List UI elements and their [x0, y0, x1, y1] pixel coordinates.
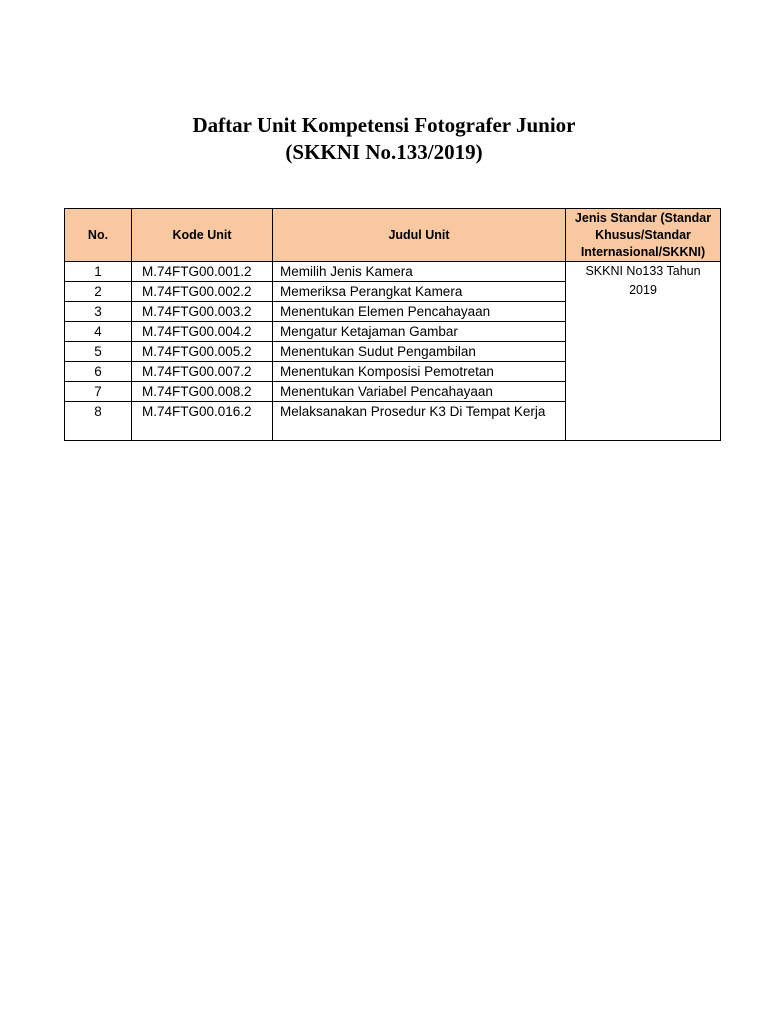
row-no: 2 — [65, 282, 132, 302]
header-jenis-standar: Jenis Standar (Standar Khusus/Standar Internasional/SKKNI) — [566, 209, 721, 262]
header-no: No. — [65, 209, 132, 262]
row-kode: M.74FTG00.005.2 — [132, 342, 273, 362]
row-kode: M.74FTG00.004.2 — [132, 322, 273, 342]
row-kode: M.74FTG00.007.2 — [132, 362, 273, 382]
row-kode: M.74FTG00.008.2 — [132, 382, 273, 402]
row-judul: Menentukan Elemen Pencahayaan — [273, 302, 566, 322]
row-judul: Mengatur Ketajaman Gambar — [273, 322, 566, 342]
row-kode: M.74FTG00.001.2 — [132, 262, 273, 282]
row-judul: Menentukan Komposisi Pemotretan — [273, 362, 566, 382]
header-judul-unit: Judul Unit — [273, 209, 566, 262]
row-kode: M.74FTG00.002.2 — [132, 282, 273, 302]
row-judul: Menentukan Variabel Pencahayaan — [273, 382, 566, 402]
page-title — [0, 112, 768, 166]
table-row — [65, 262, 721, 282]
competency-units-table — [64, 208, 721, 441]
row-judul: Memilih Jenis Kamera — [273, 262, 566, 282]
row-no: 3 — [65, 302, 132, 322]
row-kode: M.74FTG00.016.2 — [132, 402, 273, 441]
title-line-1: Daftar Unit Kompetensi Fotografer Junior — [192, 113, 576, 137]
row-no: 8 — [65, 402, 132, 441]
row-no: 5 — [65, 342, 132, 362]
row-judul: Memeriksa Perangkat Kamera — [273, 282, 566, 302]
row-judul: Melaksanakan Prosedur K3 Di Tempat Kerja — [273, 402, 566, 441]
row-kode: M.74FTG00.003.2 — [132, 302, 273, 322]
header-kode-unit: Kode Unit — [132, 209, 273, 262]
jenis-standar-value: SKKNI No133 Tahun 2019 — [585, 264, 701, 297]
title-line-2: (SKKNI No.133/2019) — [285, 140, 483, 164]
row-judul: Menentukan Sudut Pengambilan — [273, 342, 566, 362]
row-no: 4 — [65, 322, 132, 342]
row-no: 7 — [65, 382, 132, 402]
jenis-standar-cell — [566, 262, 721, 441]
table-header-row — [65, 209, 721, 262]
row-no: 6 — [65, 362, 132, 382]
row-no: 1 — [65, 262, 132, 282]
